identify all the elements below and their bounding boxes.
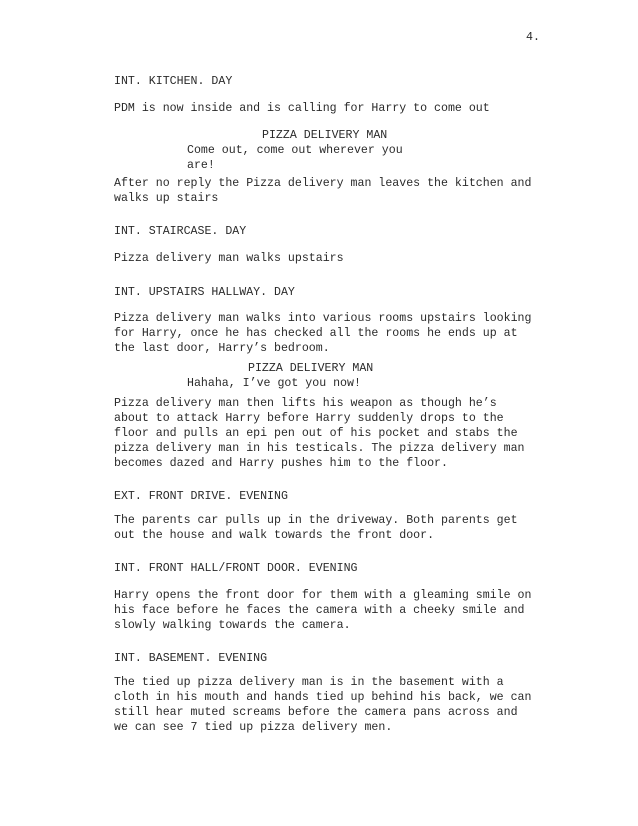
action-line: the last door, Harry’s bedroom. — [114, 342, 330, 355]
action-line: becomes dazed and Harry pushes him to the floor. — [114, 457, 448, 470]
action-line: his face before he faces the camera with a cheeky smile and — [114, 604, 525, 617]
scene-heading-front-hall: INT. FRONT HALL/FRONT DOOR. EVENING — [114, 562, 358, 575]
dialogue-line: are! — [187, 159, 215, 172]
action-line: about to attack Harry before Harry suddenly drops to the — [114, 412, 504, 425]
action-line: The parents car pulls up in the driveway. Both parents get — [114, 514, 518, 527]
action-line: floor and pulls an epi pen out of his pocket and stabs the — [114, 427, 518, 440]
scene-heading-kitchen: INT. KITCHEN. DAY — [114, 75, 233, 88]
dialogue-line: Come out, come out wherever you — [187, 144, 403, 157]
dialogue-line: Hahaha, I’ve got you now! — [187, 377, 361, 390]
action-line: The tied up pizza delivery man is in the basement with a — [114, 676, 504, 689]
action-line: out the house and walk towards the front door. — [114, 529, 435, 542]
scene-heading-basement: INT. BASEMENT. EVENING — [114, 652, 268, 665]
action-line: Harry opens the front door for them with a gleaming smile on — [114, 589, 532, 602]
page-number: 4. — [526, 31, 540, 44]
action-line: pizza delivery man in his testicals. The pizza delivery man — [114, 442, 525, 455]
action-line: PDM is now inside and is calling for Harry to come out — [114, 102, 490, 115]
character-cue: PIZZA DELIVERY MAN — [248, 362, 374, 375]
scene-heading-front-drive: EXT. FRONT DRIVE. EVENING — [114, 490, 288, 503]
action-line: Pizza delivery man then lifts his weapon as though he’s — [114, 397, 497, 410]
action-line: After no reply the Pizza delivery man leaves the kitchen and — [114, 177, 532, 190]
action-line: cloth in his mouth and hands tied up behind his back, we can — [114, 691, 532, 704]
action-line: for Harry, once he has checked all the rooms he ends up at — [114, 327, 518, 340]
action-line: walks up stairs — [114, 192, 219, 205]
action-line: Pizza delivery man walks upstairs — [114, 252, 344, 265]
action-line: we can see 7 tied up pizza delivery men. — [114, 721, 393, 734]
action-line: Pizza delivery man walks into various rooms upstairs looking — [114, 312, 532, 325]
character-cue: PIZZA DELIVERY MAN — [262, 129, 388, 142]
action-line: still hear muted screams before the camera pans across and — [114, 706, 518, 719]
scene-heading-staircase: INT. STAIRCASE. DAY — [114, 225, 247, 238]
scene-heading-hallway: INT. UPSTAIRS HALLWAY. DAY — [114, 286, 295, 299]
action-line: slowly walking towards the camera. — [114, 619, 351, 632]
